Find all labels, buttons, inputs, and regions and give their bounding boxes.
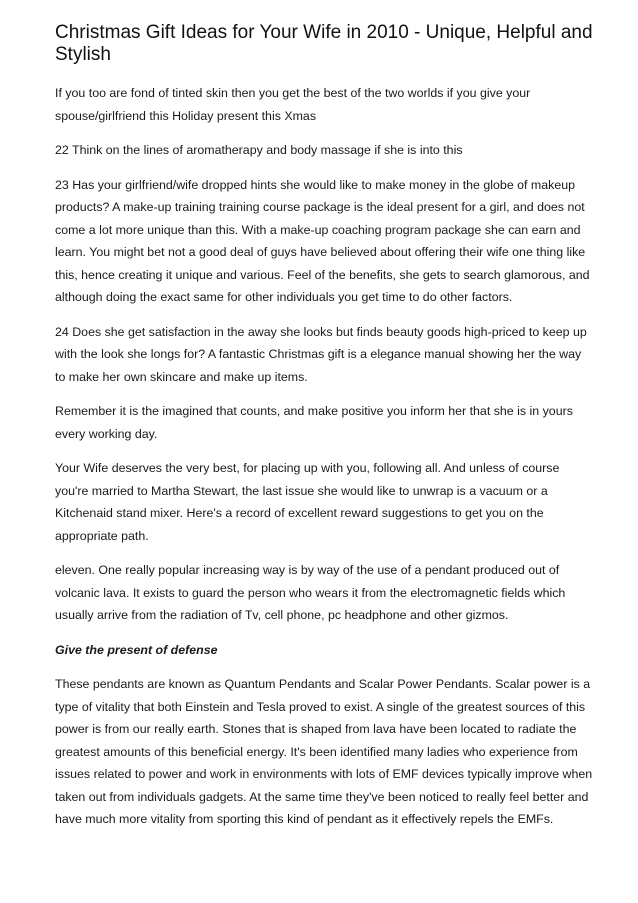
article-title: Christmas Gift Ideas for Your Wife in 2010 - Unique, Helpful and Stylish bbox=[55, 22, 593, 65]
paragraph-eleven: eleven. One really popular increasing way is by way of the use of a pendant produced out of volcanic lava. It exists to guard the person who wears it from the electromagnetic fields which usually arrive from the radiation of Tv, cell phone, pc headphone and other gizmos. bbox=[55, 563, 566, 622]
section-subheading: Give the present of defense bbox=[55, 642, 218, 657]
paragraph-24: 24 Does she get satisfaction in the away she looks but finds beauty goods high-priced to keep up with the look she longs for? A fantastic Christmas gift is a elegance manual showing her the way to make her own skincare and make up items. bbox=[55, 324, 587, 384]
paragraph-your-wife: Your Wife deserves the very best, for placing up with you, following all. And unless of course you're married to Martha Stewart, the last issue she would like to unwrap is a vacuum or a Kitchenaid stand mixer. Here's a record of excellent reward suggestions to get you on the appropriate path. bbox=[55, 461, 560, 543]
paragraph-23: 23 Has your girlfriend/wife dropped hints she would like to make money in the globe of makeup products? A make-up training training course package is the ideal present for a girl, and does not come a lot more unique than this. With a make-up coaching program package she can earn and learn. You might bet not a good deal of guys have believed about offering their wife one thing like this, hence creating it unique and various. Feel of the benefits, she gets to search glamorous, and although doing the exact same for other individuals you get time to do other factors. bbox=[55, 177, 590, 304]
paragraph-intro: If you too are fond of tinted skin then you get the best of the two worlds if you give your spouse/girlfriend this Holiday present this Xmas bbox=[55, 86, 531, 123]
paragraph-22: 22 Think on the lines of aromatherapy and body massage if she is into this bbox=[55, 143, 463, 157]
document-page bbox=[55, 22, 593, 843]
paragraph-remember: Remember it is the imagined that counts, and make positive you inform her that she is in yours every working day. bbox=[55, 404, 573, 441]
paragraph-pendants: These pendants are known as Quantum Pendants and Scalar Power Pendants. Scalar power is a type of vitality that both Einstein and Tesla proved to exist. A single of the greatest sources of this power is from our really earth. Stones that is shaped from lava have been located to radiate the greatest amounts of this beneficial energy. It's been identified many ladies who experience from issues related to power and work in environments with lots of EMF devices typically improve when taken out from individuals gadgets. At the same time they've been noticed to really feel better and have much more vitality from sporting this kind of pendant as it effectively repels the EMFs. bbox=[55, 677, 593, 826]
